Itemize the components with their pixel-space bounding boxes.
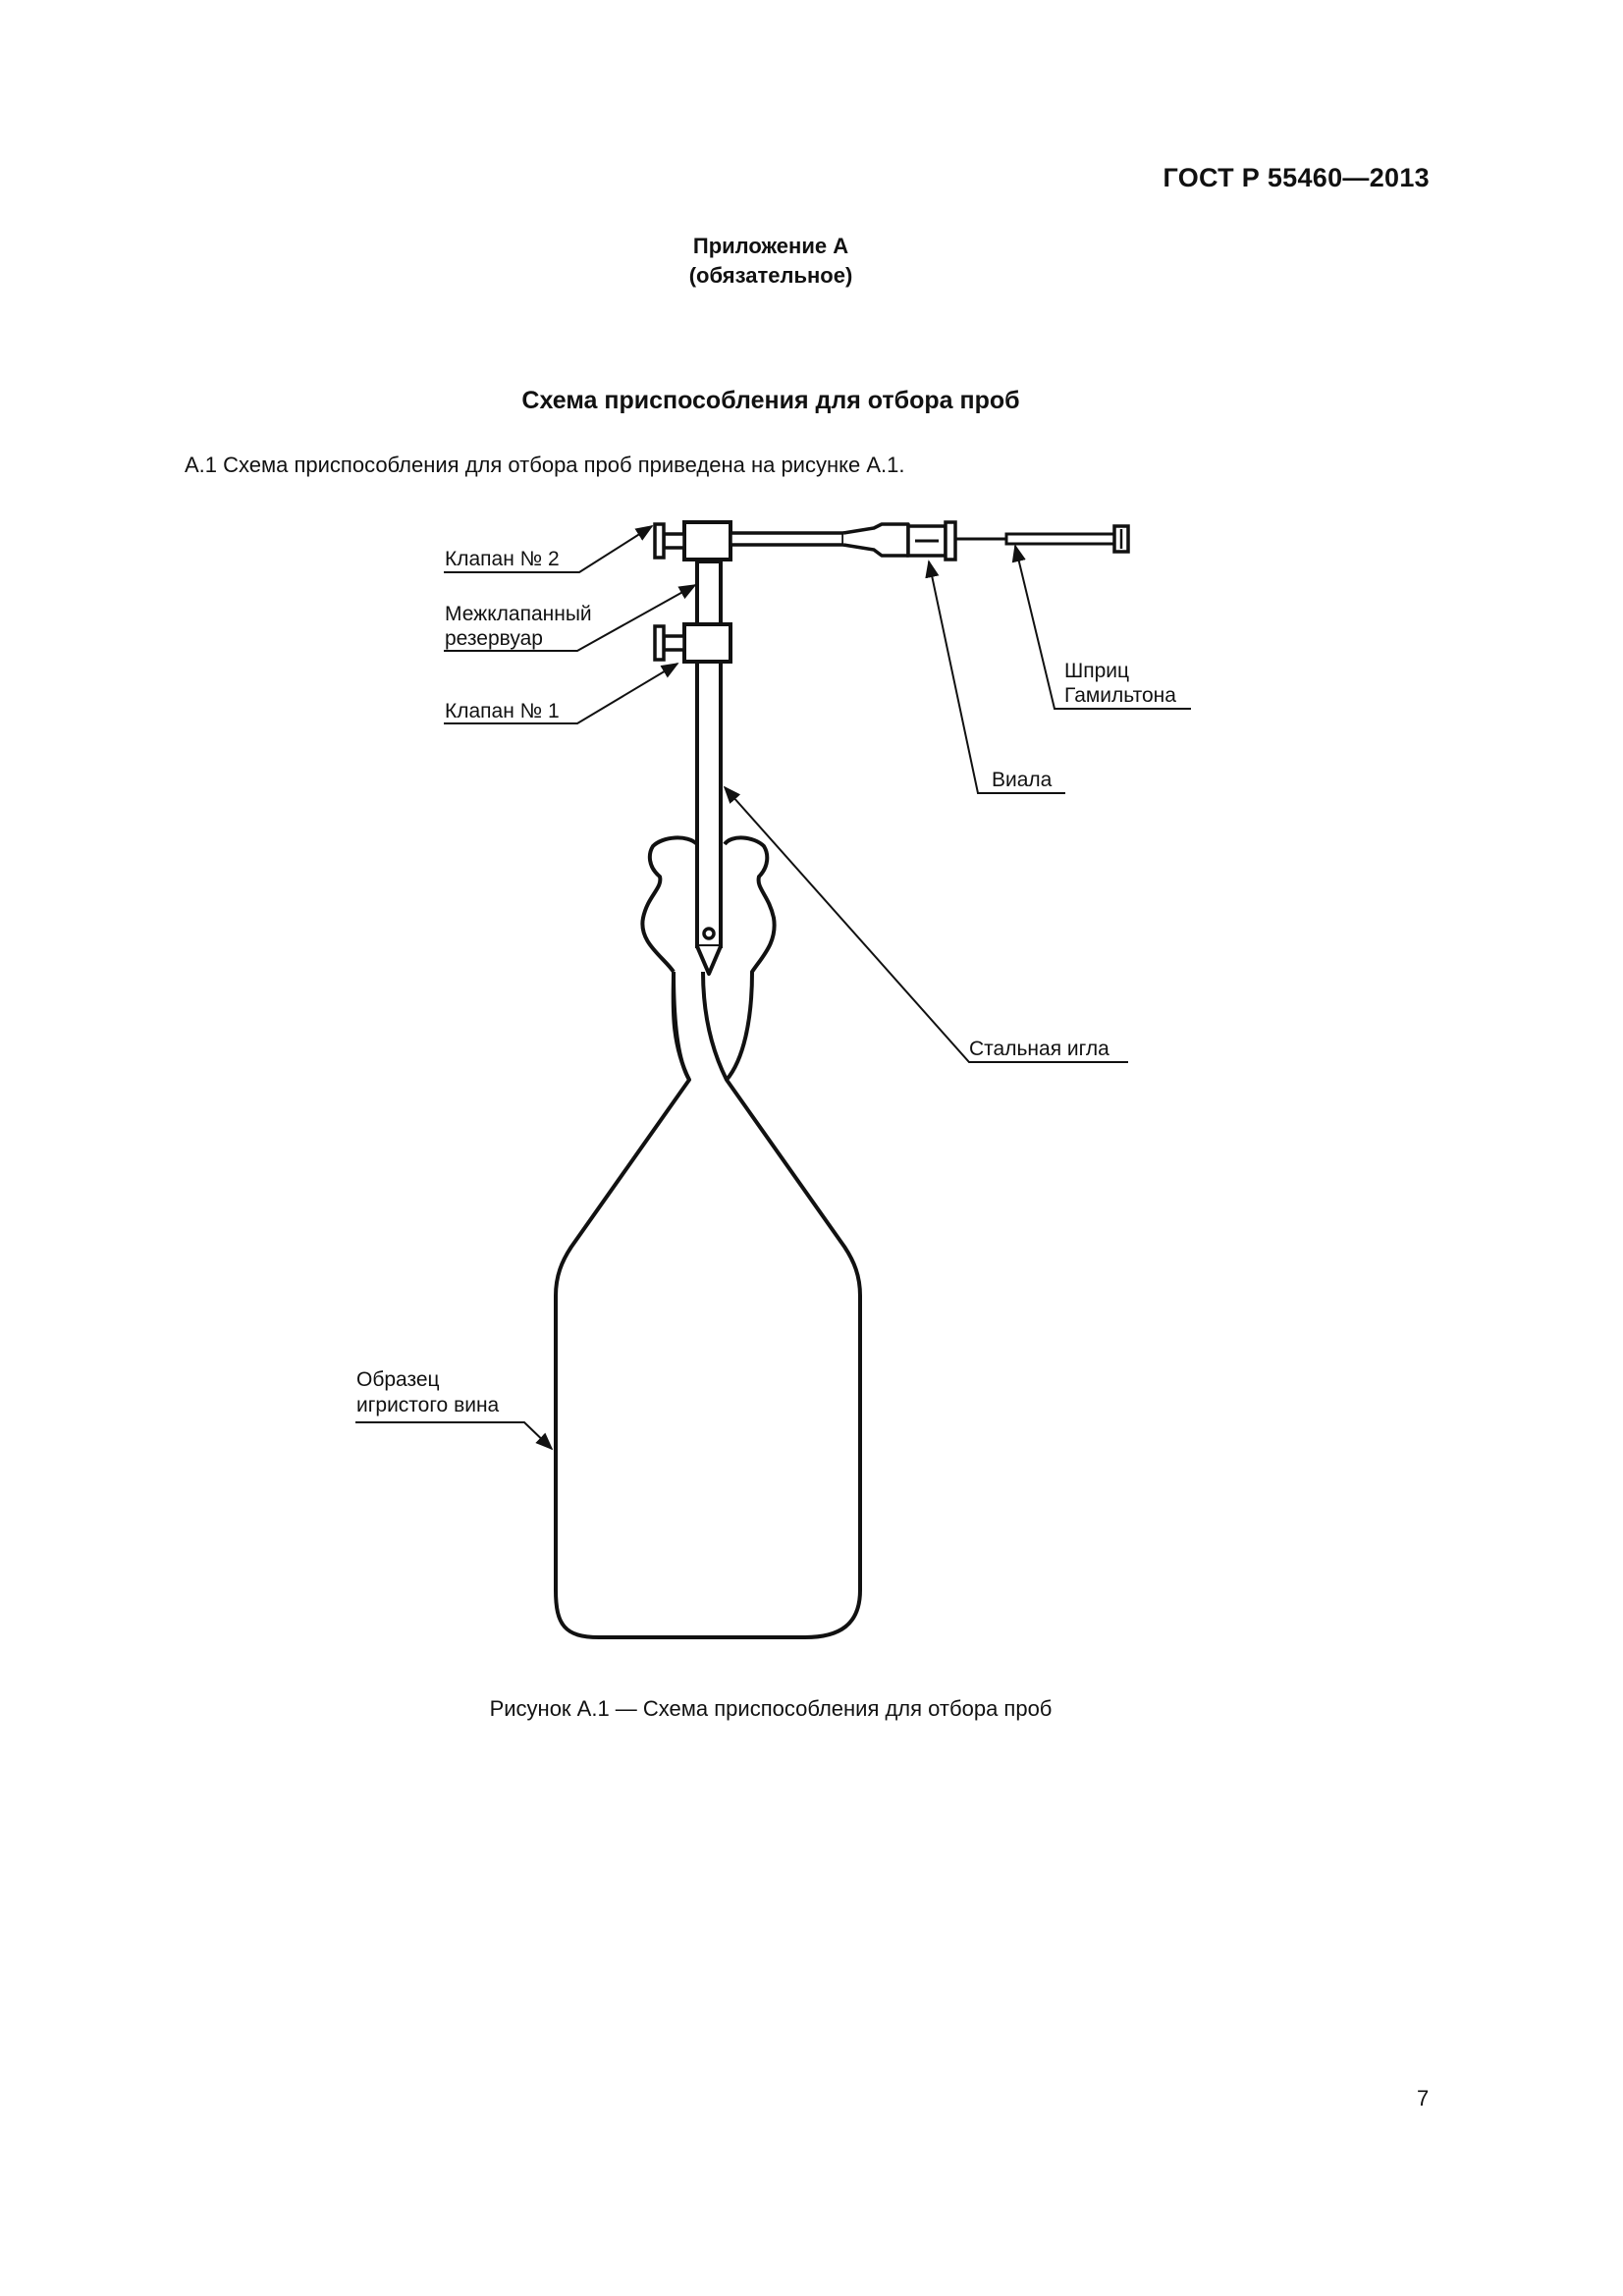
needle-tip — [697, 946, 721, 974]
page-number: 7 — [1417, 2086, 1430, 2110]
vial-taper — [843, 524, 908, 556]
label-reservoir-1: Межклапанный — [445, 603, 592, 625]
label-syringe-1: Шприц — [1064, 660, 1130, 682]
syringe-barrel — [1006, 534, 1114, 544]
figure-caption: Рисунок А.1 — Схема приспособления для отбора проб — [489, 1696, 1053, 1721]
vial-end — [946, 522, 955, 560]
label-vial: Виала — [992, 769, 1053, 791]
valve-2-body — [684, 522, 730, 560]
leader-needle — [725, 787, 1128, 1062]
horizontal-tube — [730, 533, 843, 545]
section-title: Схема приспособления для отбора проб — [521, 387, 1020, 414]
label-valve-2: Клапан № 2 — [445, 548, 560, 570]
annex-status: (обязательное) — [688, 263, 853, 288]
leader-sample — [355, 1422, 552, 1449]
label-reservoir-2: резервуар — [445, 627, 543, 650]
standard-number: ГОСТ Р 55460—2013 — [1163, 163, 1430, 192]
label-sample-1: Образец — [356, 1368, 440, 1391]
label-valve-1: Клапан № 1 — [445, 700, 560, 722]
valve-1-stem — [664, 636, 684, 650]
annex-title: Приложение А — [692, 234, 849, 258]
steel-needle — [697, 561, 721, 946]
label-needle: Стальная игла — [969, 1038, 1109, 1060]
valve-1-body — [684, 624, 730, 662]
body-paragraph: А.1 Схема приспособления для отбора проб приведена на рисунке А.1. — [185, 453, 905, 477]
bottle-neck-left — [674, 972, 689, 1080]
bottle-neck-right — [725, 837, 775, 1080]
leader-vial — [929, 561, 1065, 793]
valve-2-stem — [664, 534, 684, 548]
valve-1-handle — [655, 626, 664, 660]
valve-2-handle — [655, 524, 664, 558]
label-sample-2: игристого вина — [356, 1394, 500, 1416]
label-syringe-2: Гамильтона — [1064, 684, 1176, 707]
